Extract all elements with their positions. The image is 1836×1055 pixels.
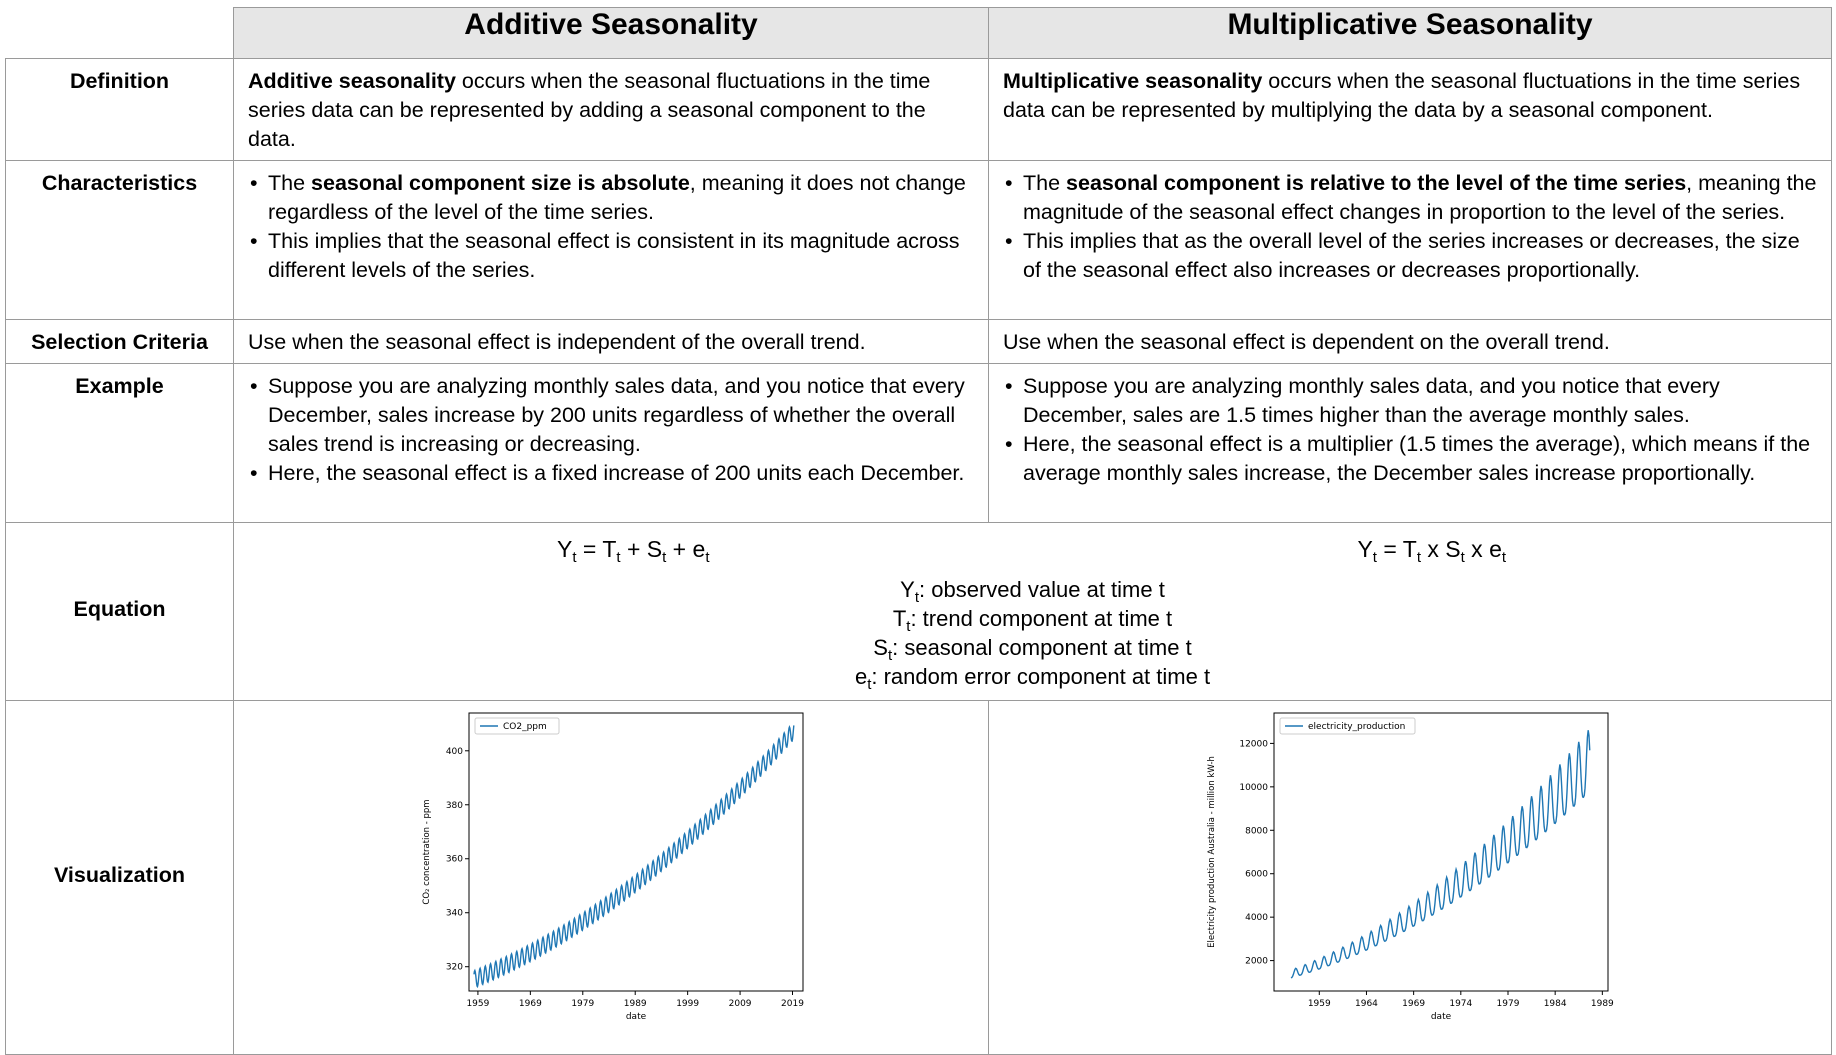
x-tick-label: 2009 [728, 999, 752, 1009]
x-tick-label: 1964 [1355, 999, 1378, 1009]
list-item: • The seasonal component size is absolute, meaning it does not change regardless of the level of the time series. [248, 169, 974, 227]
header-multiplicative: Multiplicative Seasonality [989, 8, 1832, 59]
legend-line-e: $e_t$: random error component at time t [854, 664, 1211, 693]
example-multiplicative-list [1003, 372, 1817, 488]
multiplicative-equation: $Y_t = T_t$ x $S_t$ x $e_t$ [1357, 535, 1507, 566]
rowhead-definition: Definition [6, 59, 234, 161]
characteristics-multiplicative [989, 161, 1832, 320]
list-item: • Here, the seasonal effect is a fixed increase of 200 units each December. [248, 459, 974, 488]
characteristics-multiplicative-list [1003, 169, 1817, 285]
definition-additive-text: occurs when the seasonal fluctuations in the time series data can be represented by adding a seasonal component to the data. [248, 69, 931, 151]
row-characteristics [6, 161, 1832, 320]
rowhead-selection-criteria: Selection Criteria [6, 320, 234, 364]
definition-multiplicative [989, 59, 1832, 161]
selection-additive: Use when the seasonal effect is independent of the overall trend. [234, 320, 989, 364]
x-tick-label: 2019 [781, 999, 804, 1009]
list-item: • This implies that the seasonal effect is consistent in its magnitude across different levels of the series. [248, 227, 974, 285]
y-tick-label: 380 [445, 800, 463, 811]
y-tick-label: 6000 [1245, 869, 1268, 880]
y-tick-label: 2000 [1245, 956, 1268, 967]
seasonality-comparison-table [5, 7, 1832, 1055]
list-item: • Here, the seasonal effect is a multiplier (1.5 times the average), which means if the average monthly sales increase, the December sales increase proportionally. [1003, 430, 1817, 488]
plot-frame [469, 713, 803, 991]
comparison-table-wrapper [5, 7, 1832, 1055]
y-axis-label: Electricity production Australia - million kW-h [1207, 756, 1217, 948]
rowhead-characteristics: Characteristics [6, 161, 234, 320]
corner-cell [6, 8, 234, 59]
x-tick-label: 1989 [623, 999, 647, 1009]
row-visualization [6, 701, 1832, 1055]
visualization-additive [234, 701, 989, 1055]
x-tick-label: 1974 [1449, 999, 1473, 1009]
x-tick-label: 1969 [1402, 999, 1426, 1009]
additive-equation: $Y_t = T_t + S_t + e_t$ [557, 535, 710, 566]
y-tick-label: 8000 [1245, 826, 1268, 837]
legend-line-t: $T_t$: trend component at time t [892, 606, 1173, 635]
y-tick-label: 340 [445, 908, 463, 919]
definition-multiplicative-term: Multiplicative seasonality [1003, 69, 1263, 93]
x-tick-label: 1984 [1543, 999, 1567, 1009]
legend-label: electricity_production [1308, 722, 1406, 732]
x-tick-label: 1959 [466, 999, 490, 1009]
row-definition [6, 59, 1832, 161]
list-item: • The seasonal component is relative to the level of the time series, meaning the magnitude of the seasonal effect changes in proportion to the level of the series. [1003, 169, 1817, 227]
definition-multiplicative-text: occurs when the seasonal fluctuations in the time series data can be represented by multiplying the data by a seasonal component. [1003, 69, 1801, 122]
list-item: • This implies that as the overall level of the series increases or decreases, the size of the seasonal effect also increases or decreases proportionally. [1003, 227, 1817, 285]
y-tick-label: 400 [445, 746, 463, 757]
rowhead-equation: Equation [6, 523, 234, 701]
example-additive-list [248, 372, 974, 488]
x-tick-label: 1959 [1307, 999, 1331, 1009]
rowhead-visualization: Visualization [6, 701, 234, 1055]
equation-legend [234, 575, 1831, 699]
y-axis-label: CO₂ concentration - ppm [422, 799, 432, 905]
y-tick-label: 360 [445, 854, 463, 865]
definition-additive [234, 59, 989, 161]
example-multiplicative [989, 364, 1832, 523]
row-selection-criteria [6, 320, 1832, 364]
header-additive: Additive Seasonality [234, 8, 989, 59]
x-tick-label: 1969 [518, 999, 542, 1009]
selection-multiplicative: Use when the seasonal effect is dependent on the overall trend. [989, 320, 1832, 364]
example-additive [234, 364, 989, 523]
characteristics-additive [234, 161, 989, 320]
row-equation [6, 523, 1832, 701]
x-tick-label: 1979 [571, 999, 595, 1009]
row-example [6, 364, 1832, 523]
visualization-multiplicative [989, 701, 1832, 1055]
equation-cell [234, 523, 1832, 701]
x-tick-label: 1979 [1496, 999, 1520, 1009]
x-axis-label: date [625, 1012, 647, 1022]
x-axis-label: date [1430, 1012, 1452, 1022]
equations [234, 523, 1831, 575]
y-tick-label: 10000 [1239, 782, 1268, 793]
rowhead-example: Example [6, 364, 234, 523]
y-tick-label: 320 [445, 962, 463, 973]
co2-line-chart [411, 701, 811, 1031]
legend-line-y: $Y_t$: observed value at time t [900, 577, 1165, 606]
y-tick-label: 4000 [1245, 913, 1268, 924]
characteristics-additive-list [248, 169, 974, 285]
header-row [6, 8, 1832, 59]
y-tick-label: 12000 [1239, 739, 1268, 750]
legend-line-s: $S_t$: seasonal component at time t [873, 635, 1192, 664]
plot-frame [1274, 713, 1608, 991]
x-tick-label: 1999 [676, 999, 700, 1009]
list-item: • Suppose you are analyzing monthly sales data, and you notice that every December, sales increase by 200 units regardless of whether the overall sales trend is increasing or decreasing. [248, 372, 974, 459]
legend-label: CO2_ppm [503, 722, 547, 732]
electricity-line-chart [1200, 701, 1620, 1031]
list-item: • Suppose you are analyzing monthly sales data, and you notice that every December, sales are 1.5 times higher than the average monthly sales. [1003, 372, 1817, 430]
definition-additive-term: Additive seasonality [248, 69, 456, 93]
x-tick-label: 1989 [1590, 999, 1614, 1009]
